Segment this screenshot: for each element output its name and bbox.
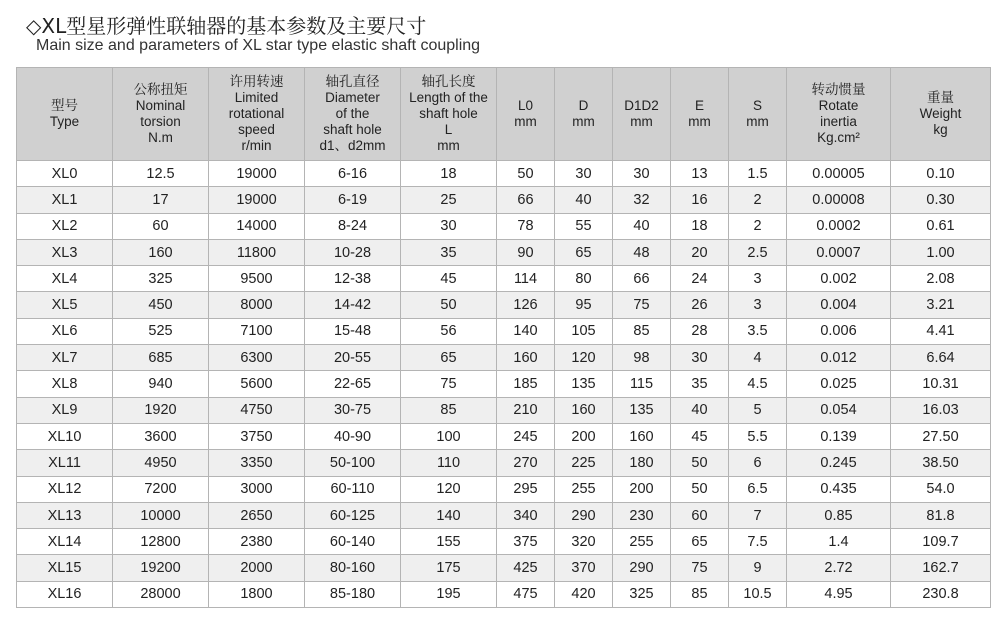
table-cell: 325 xyxy=(113,266,209,292)
table-cell: 30 xyxy=(613,161,671,187)
table-cell: 100 xyxy=(401,423,497,449)
table-cell: 50 xyxy=(671,450,729,476)
table-cell: 105 xyxy=(555,318,613,344)
table-cell: 10-28 xyxy=(305,239,401,265)
page-title-chinese: ◇XL型星形弹性联轴器的基本参数及主要尺寸 xyxy=(26,14,427,38)
model-cell: XL6 xyxy=(17,318,113,344)
table-cell: 20 xyxy=(671,239,729,265)
table-cell: 0.61 xyxy=(891,213,991,239)
column-header-line: mm xyxy=(514,114,537,129)
table-cell: 4.5 xyxy=(729,371,787,397)
table-cell: 40 xyxy=(613,213,671,239)
table-cell: 3600 xyxy=(113,423,209,449)
table-row xyxy=(17,187,991,213)
table-cell: 4950 xyxy=(113,450,209,476)
column-header xyxy=(497,68,555,161)
table-row xyxy=(17,161,991,187)
table-cell: 35 xyxy=(671,371,729,397)
table-cell: 6-19 xyxy=(305,187,401,213)
table-cell: 50 xyxy=(497,161,555,187)
table-cell: 2000 xyxy=(209,555,305,581)
table-cell: 6300 xyxy=(209,345,305,371)
table-row xyxy=(17,345,991,371)
table-cell: 98 xyxy=(613,345,671,371)
column-header-line: 重量 xyxy=(927,90,954,105)
table-cell: 295 xyxy=(497,476,555,502)
table-cell: 2.72 xyxy=(787,555,891,581)
table-cell: 2380 xyxy=(209,529,305,555)
column-header-line: N.m xyxy=(148,130,173,145)
column-header-line: mm xyxy=(688,114,711,129)
column-header-line: L0 xyxy=(517,98,534,113)
table-cell: 1.4 xyxy=(787,529,891,555)
table-cell: 3 xyxy=(729,266,787,292)
table-cell: 75 xyxy=(401,371,497,397)
table-cell: 320 xyxy=(555,529,613,555)
column-header xyxy=(787,68,891,161)
column-header-line: Diameter xyxy=(325,90,380,105)
table-row xyxy=(17,450,991,476)
table-cell: 60-140 xyxy=(305,529,401,555)
table-cell: 475 xyxy=(497,581,555,607)
coupling-spec-table xyxy=(16,67,991,608)
table-cell: 10.5 xyxy=(729,581,787,607)
table-cell: 1.5 xyxy=(729,161,787,187)
table-cell: 940 xyxy=(113,371,209,397)
table-cell: 14000 xyxy=(209,213,305,239)
column-header xyxy=(613,68,671,161)
table-cell: 185 xyxy=(497,371,555,397)
table-cell: 9 xyxy=(729,555,787,581)
table-cell: 270 xyxy=(497,450,555,476)
table-cell: 6.64 xyxy=(891,345,991,371)
table-cell: 11800 xyxy=(209,239,305,265)
table-cell: 4 xyxy=(729,345,787,371)
table-cell: 255 xyxy=(555,476,613,502)
table-cell: 210 xyxy=(497,397,555,423)
table-cell: 290 xyxy=(613,555,671,581)
model-cell: XL3 xyxy=(17,239,113,265)
table-cell: 175 xyxy=(401,555,497,581)
table-row xyxy=(17,423,991,449)
table-cell: 425 xyxy=(497,555,555,581)
page-title-english: Main size and parameters of XL star type elastic shaft coupling xyxy=(36,37,481,54)
table-cell: 75 xyxy=(613,292,671,318)
model-cell: XL15 xyxy=(17,555,113,581)
table-cell: 19000 xyxy=(209,161,305,187)
table-row xyxy=(17,529,991,555)
table-cell: 3000 xyxy=(209,476,305,502)
table-cell: 0.245 xyxy=(787,450,891,476)
table-cell: 40 xyxy=(671,397,729,423)
table-cell: 0.025 xyxy=(787,371,891,397)
column-header-line: mm xyxy=(746,114,769,129)
table-cell: 0.006 xyxy=(787,318,891,344)
table-cell: 85 xyxy=(401,397,497,423)
table-cell: 0.30 xyxy=(891,187,991,213)
table-cell: 3750 xyxy=(209,423,305,449)
model-cell: XL13 xyxy=(17,502,113,528)
table-cell: 0.10 xyxy=(891,161,991,187)
table-cell: 17 xyxy=(113,187,209,213)
table-row xyxy=(17,318,991,344)
table-cell: 160 xyxy=(555,397,613,423)
table-cell: 13 xyxy=(671,161,729,187)
table-cell: 255 xyxy=(613,529,671,555)
table-cell: 15-48 xyxy=(305,318,401,344)
table-cell: 50 xyxy=(671,476,729,502)
table-cell: 325 xyxy=(613,581,671,607)
table-cell: 60-125 xyxy=(305,502,401,528)
table-cell: 200 xyxy=(613,476,671,502)
table-cell: 2650 xyxy=(209,502,305,528)
column-header-line: Nominal xyxy=(135,98,186,113)
table-header-row xyxy=(17,68,991,161)
table-cell: 60 xyxy=(113,213,209,239)
table-cell: 2.5 xyxy=(729,239,787,265)
table-cell: 40-90 xyxy=(305,423,401,449)
column-header-line: r/min xyxy=(241,138,272,153)
table-cell: 32 xyxy=(613,187,671,213)
model-cell: XL16 xyxy=(17,581,113,607)
table-cell: 56 xyxy=(401,318,497,344)
table-cell: 4.95 xyxy=(787,581,891,607)
table-cell: 4.41 xyxy=(891,318,991,344)
table-cell: 40 xyxy=(555,187,613,213)
table-cell: 230.8 xyxy=(891,581,991,607)
table-cell: 0.012 xyxy=(787,345,891,371)
table-cell: 30 xyxy=(401,213,497,239)
table-cell: 10000 xyxy=(113,502,209,528)
table-cell: 18 xyxy=(401,161,497,187)
table-cell: 3350 xyxy=(209,450,305,476)
table-cell: 0.0002 xyxy=(787,213,891,239)
table-row xyxy=(17,581,991,607)
column-header xyxy=(671,68,729,161)
table-cell: 12-38 xyxy=(305,266,401,292)
table-cell: 6 xyxy=(729,450,787,476)
table-cell: 66 xyxy=(497,187,555,213)
column-header-line: kg xyxy=(933,122,948,137)
column-header-line: D1D2 xyxy=(624,98,659,113)
table-cell: 30 xyxy=(671,345,729,371)
column-header xyxy=(555,68,613,161)
table-cell: 140 xyxy=(401,502,497,528)
table-cell: 81.8 xyxy=(891,502,991,528)
table-row xyxy=(17,371,991,397)
table-cell: 7 xyxy=(729,502,787,528)
table-cell: 135 xyxy=(613,397,671,423)
model-cell: XL12 xyxy=(17,476,113,502)
table-cell: 9500 xyxy=(209,266,305,292)
table-cell: 7100 xyxy=(209,318,305,344)
table-cell: 3 xyxy=(729,292,787,318)
column-header xyxy=(113,68,209,161)
table-cell: 8-24 xyxy=(305,213,401,239)
table-cell: 109.7 xyxy=(891,529,991,555)
model-cell: XL0 xyxy=(17,161,113,187)
table-cell: 1800 xyxy=(209,581,305,607)
table-cell: 370 xyxy=(555,555,613,581)
table-cell: 14-42 xyxy=(305,292,401,318)
table-cell: 126 xyxy=(497,292,555,318)
model-cell: XL2 xyxy=(17,213,113,239)
model-cell: XL8 xyxy=(17,371,113,397)
table-body xyxy=(17,161,991,608)
table-cell: 0.00005 xyxy=(787,161,891,187)
table-cell: 50 xyxy=(401,292,497,318)
table-row xyxy=(17,213,991,239)
table-cell: 195 xyxy=(401,581,497,607)
table-row xyxy=(17,239,991,265)
table-cell: 290 xyxy=(555,502,613,528)
column-header xyxy=(17,68,113,161)
model-cell: XL1 xyxy=(17,187,113,213)
model-cell: XL7 xyxy=(17,345,113,371)
table-cell: 140 xyxy=(497,318,555,344)
column-header-line: Limited xyxy=(234,90,279,105)
table-cell: 2.08 xyxy=(891,266,991,292)
table-cell: 80 xyxy=(555,266,613,292)
column-header-line: mm xyxy=(437,138,460,153)
table-cell: 60-110 xyxy=(305,476,401,502)
table-cell: 90 xyxy=(497,239,555,265)
table-row xyxy=(17,397,991,423)
table-cell: 10.31 xyxy=(891,371,991,397)
table-cell: 60 xyxy=(671,502,729,528)
table-cell: 230 xyxy=(613,502,671,528)
column-header-line: 轴孔直径 xyxy=(325,74,380,89)
table-cell: 85 xyxy=(613,318,671,344)
model-cell: XL9 xyxy=(17,397,113,423)
column-header-line: mm xyxy=(630,114,653,129)
table-cell: 0.0007 xyxy=(787,239,891,265)
table-cell: 66 xyxy=(613,266,671,292)
column-header-line: rotational xyxy=(228,106,285,121)
table-cell: 120 xyxy=(401,476,497,502)
model-cell: XL11 xyxy=(17,450,113,476)
column-header xyxy=(729,68,787,161)
table-cell: 6-16 xyxy=(305,161,401,187)
column-header-line: speed xyxy=(238,122,275,137)
column-header-line: of the xyxy=(335,106,370,121)
column-header-line: Rotate xyxy=(818,98,859,113)
column-header-line: 许用转速 xyxy=(229,74,284,89)
column-header-line: S xyxy=(752,98,762,113)
table-cell: 24 xyxy=(671,266,729,292)
table-cell: 6.5 xyxy=(729,476,787,502)
table-cell: 16.03 xyxy=(891,397,991,423)
column-header-line: torsion xyxy=(140,114,181,129)
table-cell: 95 xyxy=(555,292,613,318)
table-cell: 5.5 xyxy=(729,423,787,449)
table-cell: 85-180 xyxy=(305,581,401,607)
table-cell: 180 xyxy=(613,450,671,476)
table-cell: 375 xyxy=(497,529,555,555)
table-cell: 110 xyxy=(401,450,497,476)
table-cell: 20-55 xyxy=(305,345,401,371)
table-cell: 54.0 xyxy=(891,476,991,502)
table-cell: 0.054 xyxy=(787,397,891,423)
column-header xyxy=(401,68,497,161)
table-cell: 2 xyxy=(729,187,787,213)
table-cell: 45 xyxy=(401,266,497,292)
table-cell: 160 xyxy=(113,239,209,265)
table-cell: 45 xyxy=(671,423,729,449)
table-cell: 115 xyxy=(613,371,671,397)
column-header xyxy=(891,68,991,161)
table-cell: 48 xyxy=(613,239,671,265)
table-cell: 50-100 xyxy=(305,450,401,476)
column-header-line: shaft hole xyxy=(323,122,382,137)
table-row xyxy=(17,266,991,292)
table-cell: 25 xyxy=(401,187,497,213)
table-cell: 114 xyxy=(497,266,555,292)
table-cell: 75 xyxy=(671,555,729,581)
table-cell: 65 xyxy=(671,529,729,555)
model-cell: XL14 xyxy=(17,529,113,555)
table-cell: 5600 xyxy=(209,371,305,397)
table-cell: 28000 xyxy=(113,581,209,607)
table-row xyxy=(17,292,991,318)
column-header xyxy=(209,68,305,161)
model-cell: XL4 xyxy=(17,266,113,292)
table-cell: 18 xyxy=(671,213,729,239)
table-cell: 160 xyxy=(613,423,671,449)
table-cell: 3.21 xyxy=(891,292,991,318)
table-cell: 78 xyxy=(497,213,555,239)
column-header-line: 型号 xyxy=(51,98,78,113)
table-cell: 0.139 xyxy=(787,423,891,449)
table-cell: 28 xyxy=(671,318,729,344)
table-cell: 685 xyxy=(113,345,209,371)
table-cell: 0.85 xyxy=(787,502,891,528)
table-cell: 2 xyxy=(729,213,787,239)
table-cell: 26 xyxy=(671,292,729,318)
table-cell: 8000 xyxy=(209,292,305,318)
table-cell: 22-65 xyxy=(305,371,401,397)
table-cell: 12.5 xyxy=(113,161,209,187)
column-header-line: 公称扭矩 xyxy=(133,82,188,97)
column-header-line: E xyxy=(694,98,704,113)
table-cell: 200 xyxy=(555,423,613,449)
column-header xyxy=(305,68,401,161)
table-row xyxy=(17,476,991,502)
table-cell: 4750 xyxy=(209,397,305,423)
table-cell: 7200 xyxy=(113,476,209,502)
table-cell: 450 xyxy=(113,292,209,318)
table-cell: 0.004 xyxy=(787,292,891,318)
table-cell: 16 xyxy=(671,187,729,213)
column-header-line: Kg.cm² xyxy=(817,130,860,145)
table-cell: 65 xyxy=(555,239,613,265)
table-cell: 525 xyxy=(113,318,209,344)
table-cell: 80-160 xyxy=(305,555,401,581)
column-header-line: shaft hole xyxy=(419,106,478,121)
table-cell: 340 xyxy=(497,502,555,528)
table-cell: 3.5 xyxy=(729,318,787,344)
model-cell: XL5 xyxy=(17,292,113,318)
table-cell: 5 xyxy=(729,397,787,423)
table-cell: 85 xyxy=(671,581,729,607)
column-header-line: d1、d2mm xyxy=(319,138,386,153)
column-header-line: Length of the xyxy=(409,90,488,105)
table-cell: 7.5 xyxy=(729,529,787,555)
column-header-line: L xyxy=(444,122,453,137)
table-cell: 12800 xyxy=(113,529,209,555)
table-row xyxy=(17,502,991,528)
table-cell: 0.435 xyxy=(787,476,891,502)
column-header-line: 轴孔长度 xyxy=(421,74,476,89)
table-cell: 245 xyxy=(497,423,555,449)
table-cell: 155 xyxy=(401,529,497,555)
table-cell: 120 xyxy=(555,345,613,371)
table-cell: 30 xyxy=(555,161,613,187)
table-cell: 1920 xyxy=(113,397,209,423)
column-header-line: 转动惯量 xyxy=(811,82,866,97)
table-cell: 27.50 xyxy=(891,423,991,449)
column-header-line: Weight xyxy=(919,106,962,121)
table-cell: 0.002 xyxy=(787,266,891,292)
column-header-line: Type xyxy=(49,114,80,129)
table-cell: 38.50 xyxy=(891,450,991,476)
table-cell: 162.7 xyxy=(891,555,991,581)
table-cell: 1.00 xyxy=(891,239,991,265)
table-cell: 19000 xyxy=(209,187,305,213)
table-cell: 65 xyxy=(401,345,497,371)
table-cell: 420 xyxy=(555,581,613,607)
table-cell: 225 xyxy=(555,450,613,476)
table-cell: 0.00008 xyxy=(787,187,891,213)
table-cell: 30-75 xyxy=(305,397,401,423)
column-header-line: mm xyxy=(572,114,595,129)
table-row xyxy=(17,555,991,581)
table-cell: 55 xyxy=(555,213,613,239)
table-cell: 135 xyxy=(555,371,613,397)
model-cell: XL10 xyxy=(17,423,113,449)
column-header-line: inertia xyxy=(820,114,857,129)
column-header-line: D xyxy=(578,98,589,113)
table-cell: 35 xyxy=(401,239,497,265)
table-cell: 160 xyxy=(497,345,555,371)
table-cell: 19200 xyxy=(113,555,209,581)
